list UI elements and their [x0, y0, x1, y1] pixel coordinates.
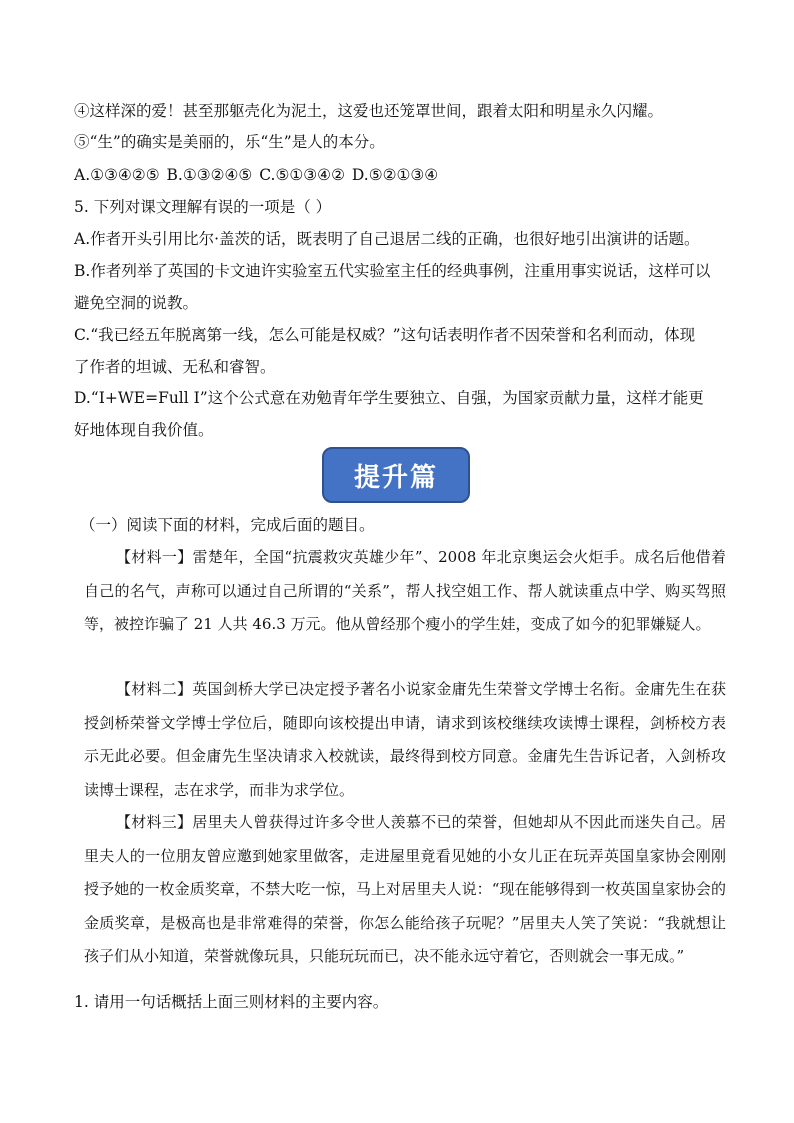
question-5-option-a: A.作者开头引用比尔·盖茨的话，既表明了自己退居二线的正确，也很好地引出演讲的话题。 [74, 230, 700, 248]
question-5-option-c-line1: C.“我已经五年脱离第一线，怎么可能是权威？”这句话表明作者不因荣誉和名利而动，体现 [74, 326, 696, 344]
section-badge: 提升篇 [322, 447, 470, 503]
material-3: 【材料三】居里夫人曾获得过许多令世人羡慕不已的荣誉，但她却从不因此而迷失自己。居里夫人的一位朋友曾应邀到她家里做客，走进屋里竟看见她的小女儿正在玩弄英国皇家协会刚刚授予她的一枚金质奖章，不禁大吃一惊，马上对居里夫人说：“现在能够得到一枚英国皇家协会的金质奖章，是极高也是非常难得的荣誉，你怎么能给孩子玩呢？”居里夫人笑了笑说：“我就想让孩子们从小知道，荣誉就像玩具，只能玩玩而已，决不能永远守着它，否则就会一事无成。” [84, 813, 726, 965]
question-5-option-c-line2: 了作者的坦诚、无私和睿智。 [74, 358, 276, 376]
question-5-option-b-line2: 避免空洞的说教。 [74, 294, 199, 312]
question-5-stem: 5. 下列对课文理解有误的一项是（ ） [74, 198, 332, 216]
material-2: 【材料二】英国剑桥大学已决定授予著名小说家金庸先生荣誉文学博士名衔。金庸先生在获授剑桥荣誉文学博士学位后，随即向该校提出申请，请求到该校继续攻读博士课程，剑桥校方表示无此必要。但金庸先生坚决请求入校就读，最终得到校方同意。金庸先生告诉记者，入剑桥攻读博士课程，志在求学，而非为求学位。 [84, 680, 726, 799]
section-intro: （一）阅读下面的材料，完成后面的题目。 [80, 516, 375, 534]
question-5-option-d-line2: 好地体现自我价值。 [74, 421, 214, 439]
option-item-5: ⑤“生”的确实是美丽的，乐“生”是人的本分。 [74, 133, 385, 151]
material-1: 【材料一】雷楚年，全国“抗震救灾英雄少年”、2008 年北京奥运会火炬手。成名后他借着自己的名气，声称可以通过自己所谓的“关系”，帮人找空姐工作、帮人就读重点中学、购买驾照等，被控诈骗了 21 人共 46.3 万元。他从曾经那个瘦小的学生娃，变成了如今的犯罪嫌疑人。 [84, 548, 726, 633]
question-1: 1. 请用一句话概括上面三则材料的主要内容。 [74, 993, 389, 1011]
answer-choices: A.①③④②⑤ B.①③②④⑤ C.⑤①③④② D.⑤②①③④ [74, 166, 439, 184]
question-5-option-d-line1: D.“I+WE=Full I”这个公式意在劝勉青年学生要独立、自强，为国家贡献力量，这样才能更 [74, 389, 704, 407]
option-item-4: ④这样深的爱！甚至那躯壳化为泥土，这爱也还笼罩世间，跟着太阳和明星永久闪耀。 [74, 102, 664, 120]
question-5-option-b-line1: B.作者列举了英国的卡文迪许实验室五代实验室主任的经典事例，注重用事实说话，这样可以 [74, 262, 711, 280]
